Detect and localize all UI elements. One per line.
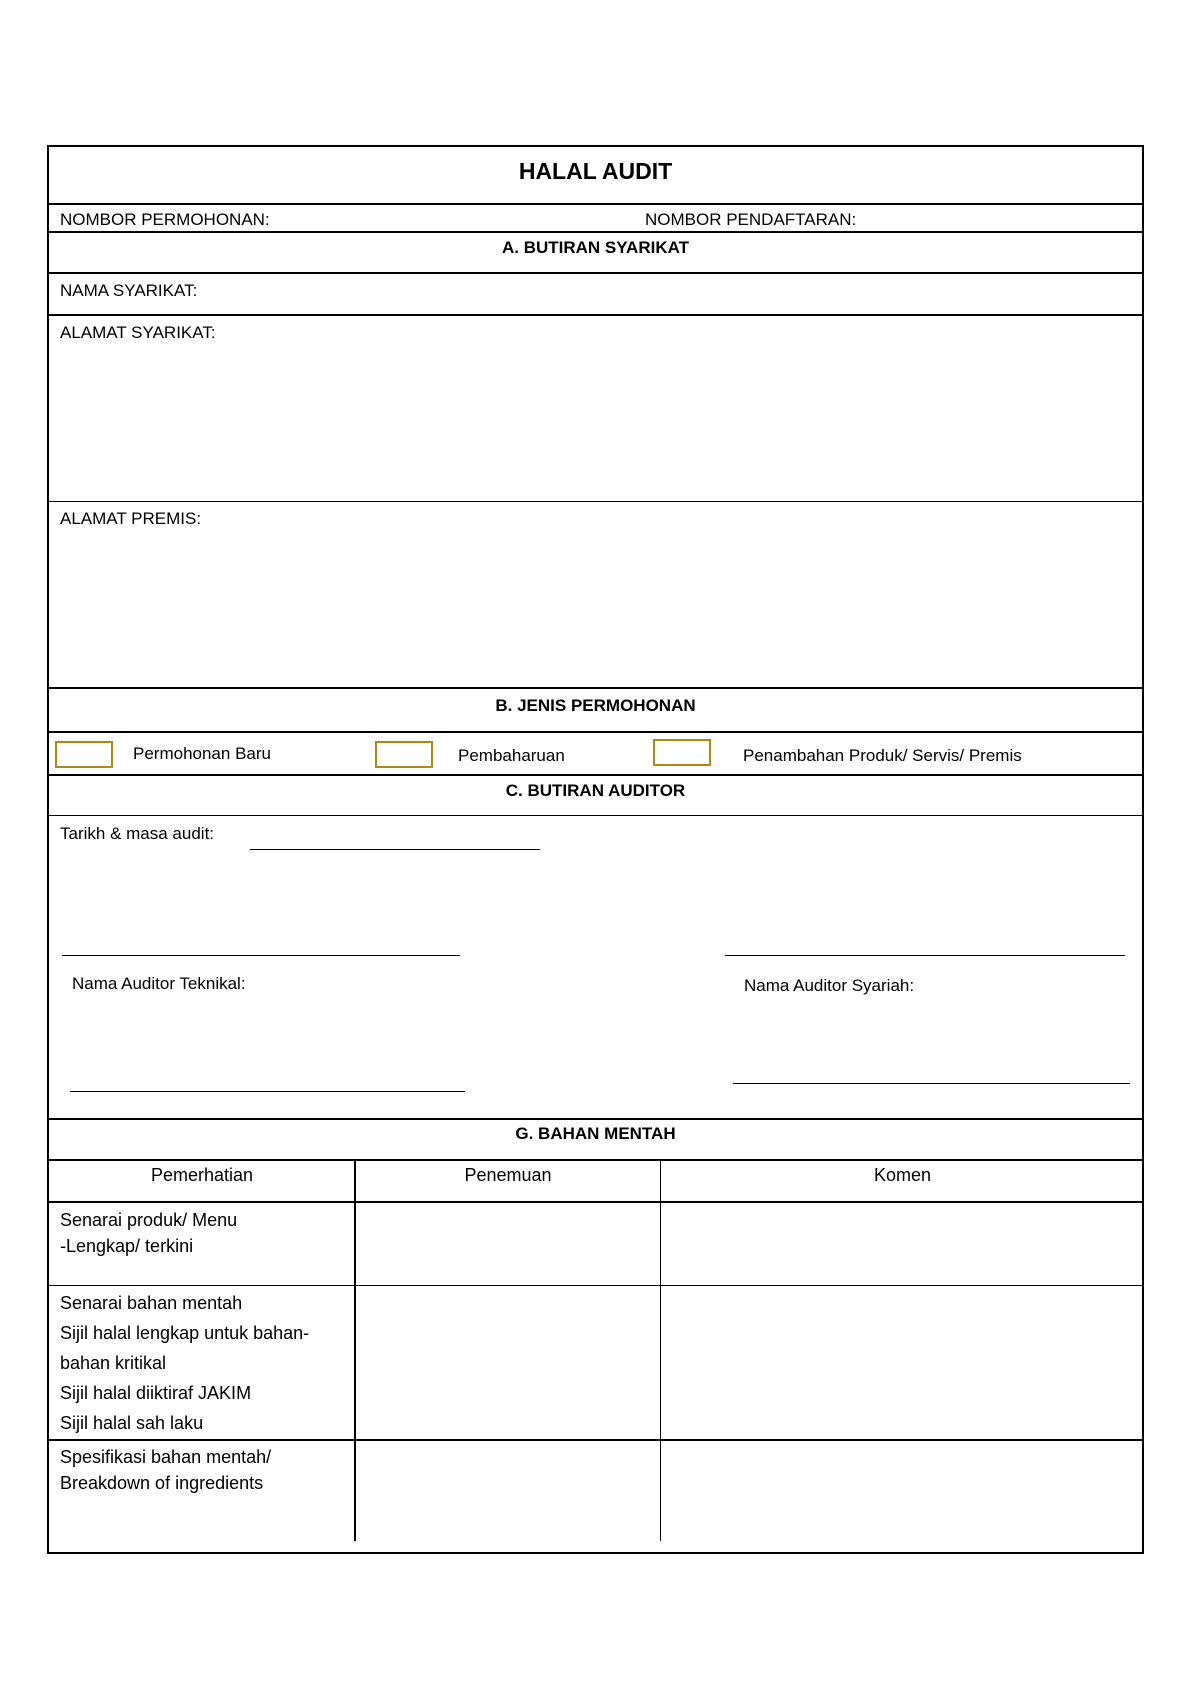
column-divider: [354, 1159, 356, 1541]
halal-audit-form: [47, 145, 1144, 1554]
observation-line: Spesifikasi bahan mentah/: [60, 1447, 272, 1467]
observation-line: -Lengkap/ terkini: [60, 1236, 194, 1256]
divider: [49, 731, 1142, 733]
divider: [49, 314, 1142, 316]
renewal-checkbox[interactable]: [375, 741, 433, 768]
divider: [49, 1118, 1142, 1120]
divider: [49, 501, 1142, 502]
divider: [49, 774, 1142, 776]
form-title: HALAL AUDIT: [518, 158, 673, 184]
new-application-checkbox[interactable]: [55, 741, 113, 768]
syariah-auditor-name-line[interactable]: [733, 1083, 1130, 1084]
audit-datetime-label: Tarikh & masa audit:: [60, 824, 215, 843]
divider: [49, 815, 1142, 816]
new-application-label: Permohonan Baru: [133, 744, 271, 763]
divider: [49, 272, 1142, 274]
observation-line: Breakdown of ingredients: [60, 1473, 264, 1493]
section-g-title: G. BAHAN MENTAH: [515, 1124, 676, 1143]
observation-line: Sijil halal lengkap untuk bahan-: [60, 1323, 310, 1343]
column-header-comment: Komen: [873, 1165, 932, 1185]
divider: [49, 1439, 1142, 1441]
premises-address-label: ALAMAT PREMIS:: [60, 509, 202, 528]
technical-auditor-name-line[interactable]: [70, 1091, 465, 1092]
syariah-auditor-label: Nama Auditor Syariah:: [744, 976, 915, 995]
divider: [49, 687, 1142, 689]
column-divider: [660, 1159, 661, 1541]
application-number-label: NOMBOR PERMOHONAN:: [60, 210, 270, 229]
observation-line: Sijil halal sah laku: [60, 1413, 204, 1433]
technical-auditor-label: Nama Auditor Teknikal:: [72, 974, 246, 993]
table-row-observation: [60, 1444, 271, 1496]
table-row-observation: [60, 1288, 309, 1438]
divider: [49, 1159, 1142, 1161]
addition-label: Penambahan Produk/ Servis/ Premis: [743, 746, 1022, 765]
audit-datetime-line[interactable]: [250, 849, 540, 850]
divider: [49, 1285, 1142, 1286]
section-c-title: C. BUTIRAN AUDITOR: [505, 781, 686, 800]
signature-line: [725, 955, 1125, 956]
renewal-label: Pembaharuan: [458, 746, 565, 765]
column-header-observation: Pemerhatian: [150, 1165, 254, 1185]
company-name-label: NAMA SYARIKAT:: [60, 281, 198, 300]
company-address-label: ALAMAT SYARIKAT:: [60, 323, 216, 342]
registration-number-label: NOMBOR PENDAFTARAN:: [645, 210, 857, 229]
addition-checkbox[interactable]: [653, 739, 711, 766]
table-row-observation: [60, 1207, 237, 1259]
divider: [49, 231, 1142, 233]
section-a-title: A. BUTIRAN SYARIKAT: [501, 238, 689, 257]
observation-line: Senarai bahan mentah: [60, 1293, 243, 1313]
observation-line: Senarai produk/ Menu: [60, 1210, 238, 1230]
column-header-finding: Penemuan: [464, 1165, 552, 1185]
signature-line: [62, 955, 460, 956]
section-b-title: B. JENIS PERMOHONAN: [495, 696, 696, 715]
observation-line: Sijil halal diiktiraf JAKIM: [60, 1383, 252, 1403]
observation-line: bahan kritikal: [60, 1353, 167, 1373]
divider: [49, 203, 1142, 205]
divider: [49, 1201, 1142, 1203]
